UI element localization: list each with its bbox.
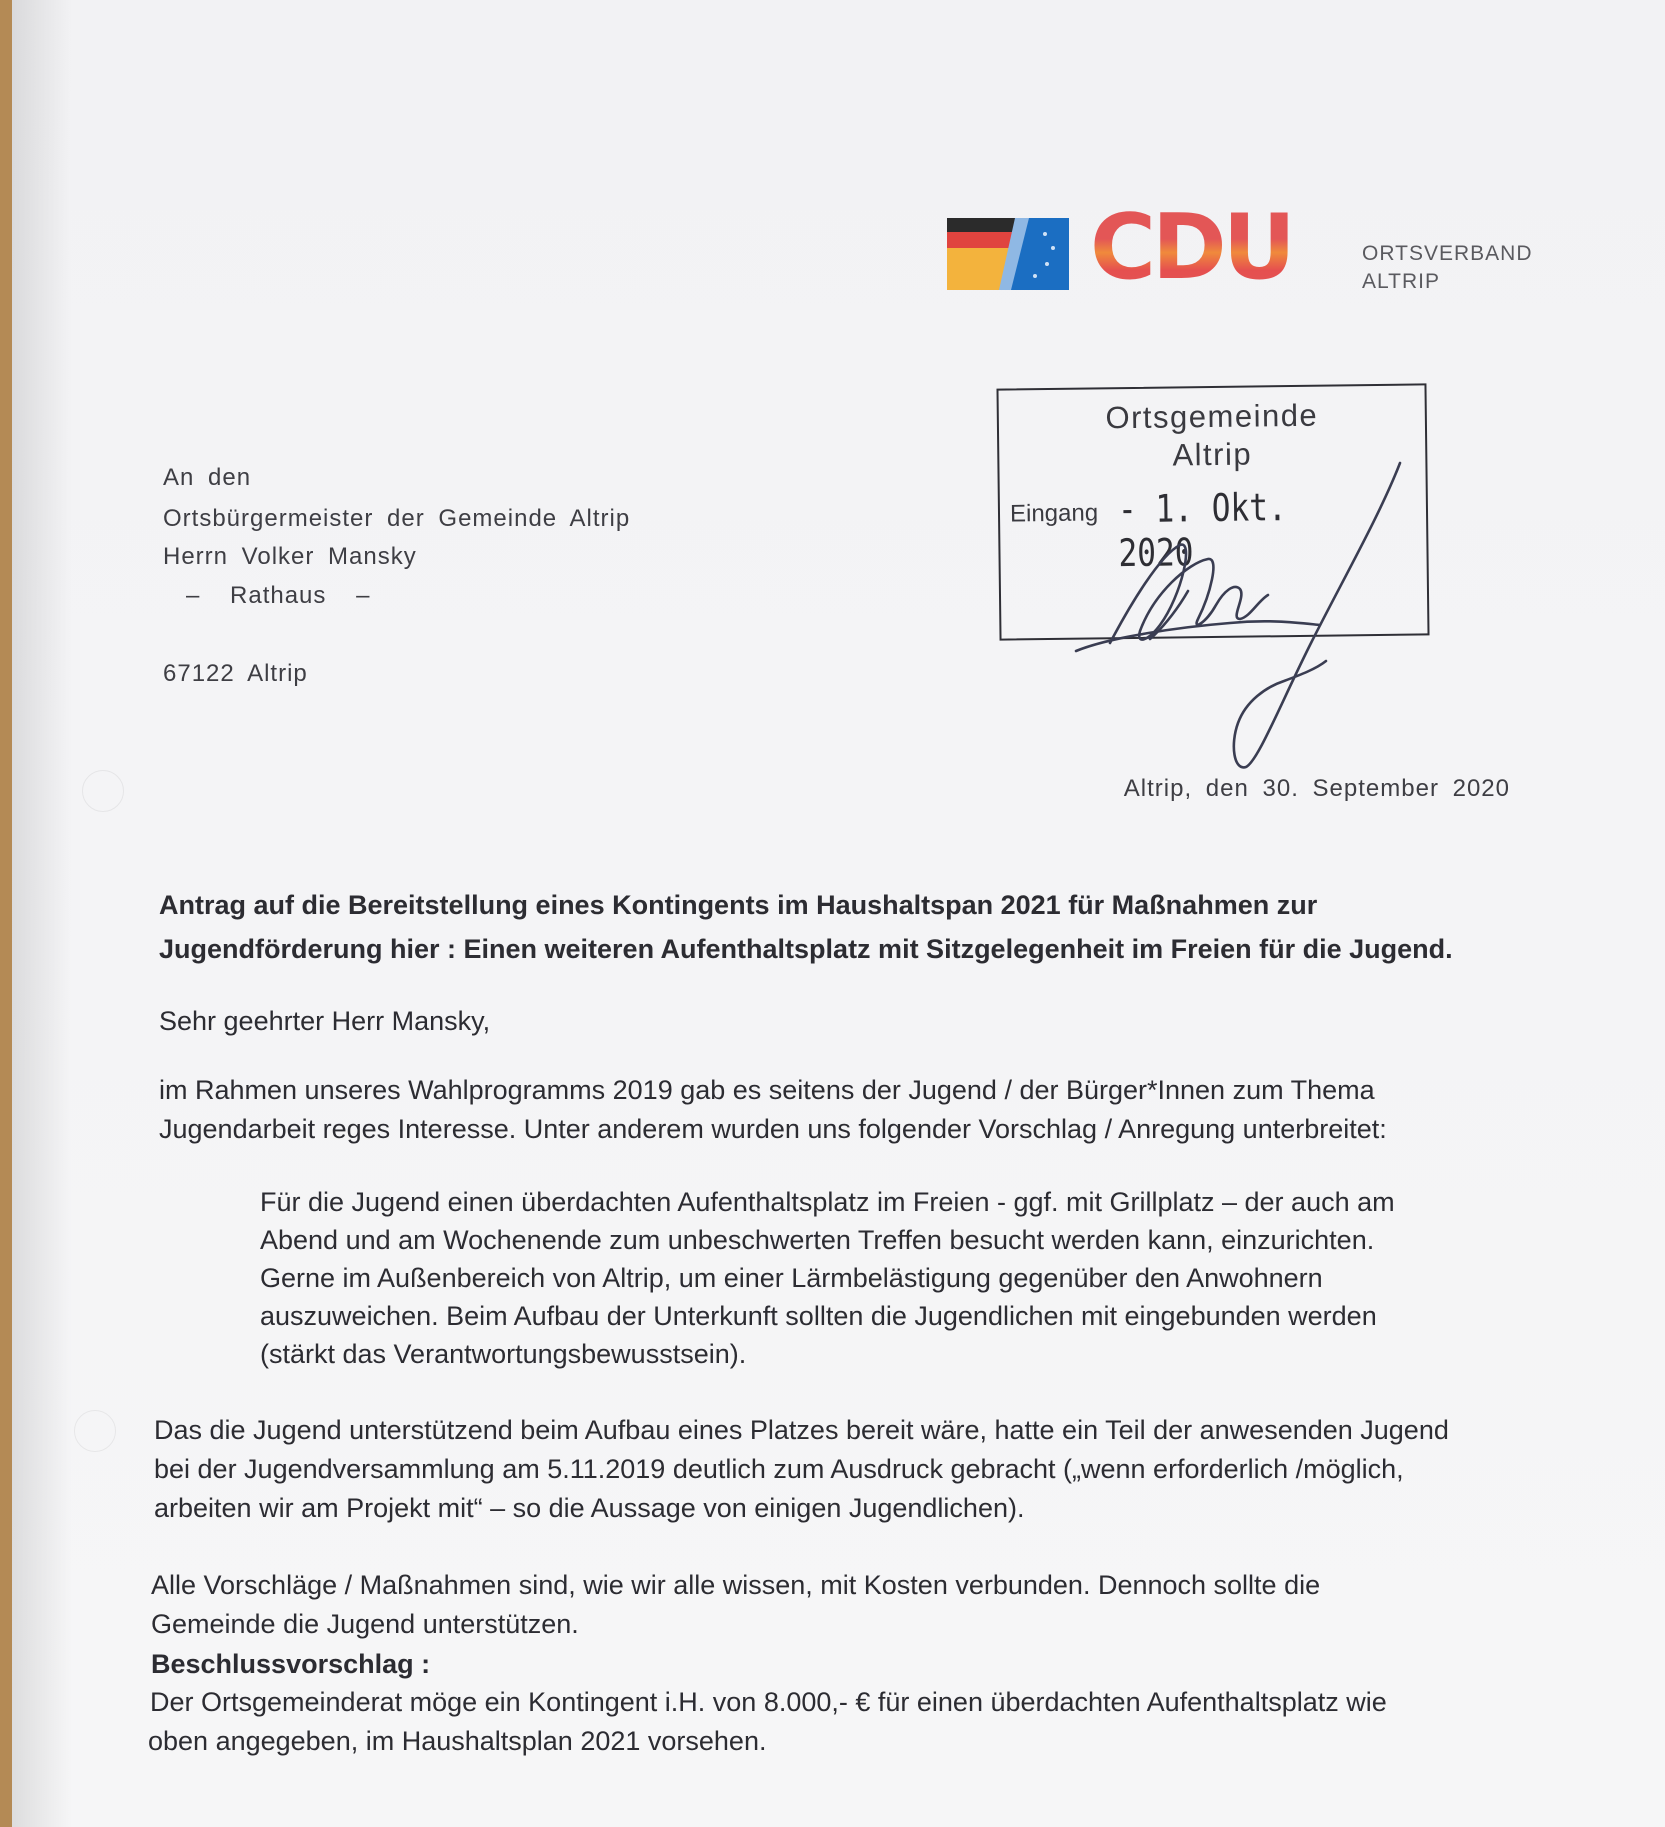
letter-date: Altrip, den 30. September 2020 <box>1123 775 1510 802</box>
proposal-heading: Beschlussvorschlag : <box>151 1649 431 1679</box>
address-line: An den <box>163 464 252 491</box>
paragraph-line: Das die Jugend unterstützend beim Aufbau eines Platzes bereit wäre, hatte ein Teil der anwesenden Jugend <box>154 1415 1449 1445</box>
paragraph-line: im Rahmen unseres Wahlprogramms 2019 gab es seitens der Jugend / der Bürger*Innen zum Thema <box>159 1075 1375 1105</box>
handwritten-signature <box>1070 455 1410 775</box>
address-line: – Rathaus – <box>186 582 371 609</box>
proposal-line: oben angegeben, im Haushaltsplan 2021 vorsehen. <box>148 1726 767 1756</box>
quote-line: Abend und am Wochenende zum unbeschwerten Treffen besucht werden kann, einzurichten. <box>260 1225 1375 1255</box>
address-line: Ortsbürgermeister der Gemeinde Altrip <box>163 505 631 532</box>
paper-mark <box>74 1410 116 1452</box>
paragraph-line: Alle Vorschläge / Maßnahmen sind, wie wir alle wissen, mit Kosten verbunden. Dennoch sollte die <box>151 1570 1321 1600</box>
cdu-wordmark: CDU <box>1090 195 1292 300</box>
paragraph-line: bei der Jugendversammlung am 5.11.2019 deutlich zum Ausdruck gebracht („wenn erforderlich /möglich, <box>154 1454 1404 1484</box>
stamp-label: Eingang <box>1009 499 1099 528</box>
org-name-line1: ORTSVERBAND <box>1362 242 1533 265</box>
quote-line: Gerne im Außenbereich von Altrip, um einer Lärmbelästigung gegenüber den Anwohnern <box>260 1263 1323 1293</box>
paragraph-line: Gemeinde die Jugend unterstützen. <box>151 1609 579 1639</box>
quote-line: Für die Jugend einen überdachten Aufenthaltsplatz im Freien - ggf. mit Grillplatz – der auch am <box>260 1187 1395 1217</box>
stamp-date: - 1. Okt. 2020 <box>1117 485 1288 576</box>
salutation: Sehr geehrter Herr Mansky, <box>159 1006 491 1036</box>
stamp-title: Ortsgemeinde Altrip <box>1105 397 1319 473</box>
address-line: Herrn Volker Mansky <box>163 543 417 570</box>
paragraph-line: Jugendarbeit reges Interesse. Unter anderem wurden uns folgender Vorschlag / Anregung unterbreitet: <box>159 1114 1387 1144</box>
address-postcode: 67122 Altrip <box>163 660 308 687</box>
cdu-flag-logo-icon <box>947 218 1069 290</box>
org-name-line2: ALTRIP <box>1362 270 1440 293</box>
paper-mark <box>82 770 124 812</box>
paragraph-line: arbeiten wir am Projekt mit“ – so die Aussage von einigen Jugendlichen). <box>154 1493 1025 1523</box>
quote-line: auszuweichen. Beim Aufbau der Unterkunft sollten die Jugendlichen mit eingebunden werden <box>260 1301 1377 1331</box>
proposal-line: Der Ortsgemeinderat möge ein Kontingent i.H. von 8.000,- € für einen überdachten Aufenthaltsplatz wie <box>150 1687 1387 1717</box>
subject-line: Jugendförderung hier : Einen weiteren Aufenthaltsplatz mit Sitzgelegenheit im Freien für die Jugend. <box>159 934 1453 964</box>
quote-line: (stärkt das Verantwortungsbewusstsein). <box>260 1339 747 1369</box>
subject-line: Antrag auf die Bereitstellung eines Kontingents im Haushaltspan 2021 für Maßnahmen zur <box>159 890 1318 920</box>
org-name <box>1362 240 1532 296</box>
